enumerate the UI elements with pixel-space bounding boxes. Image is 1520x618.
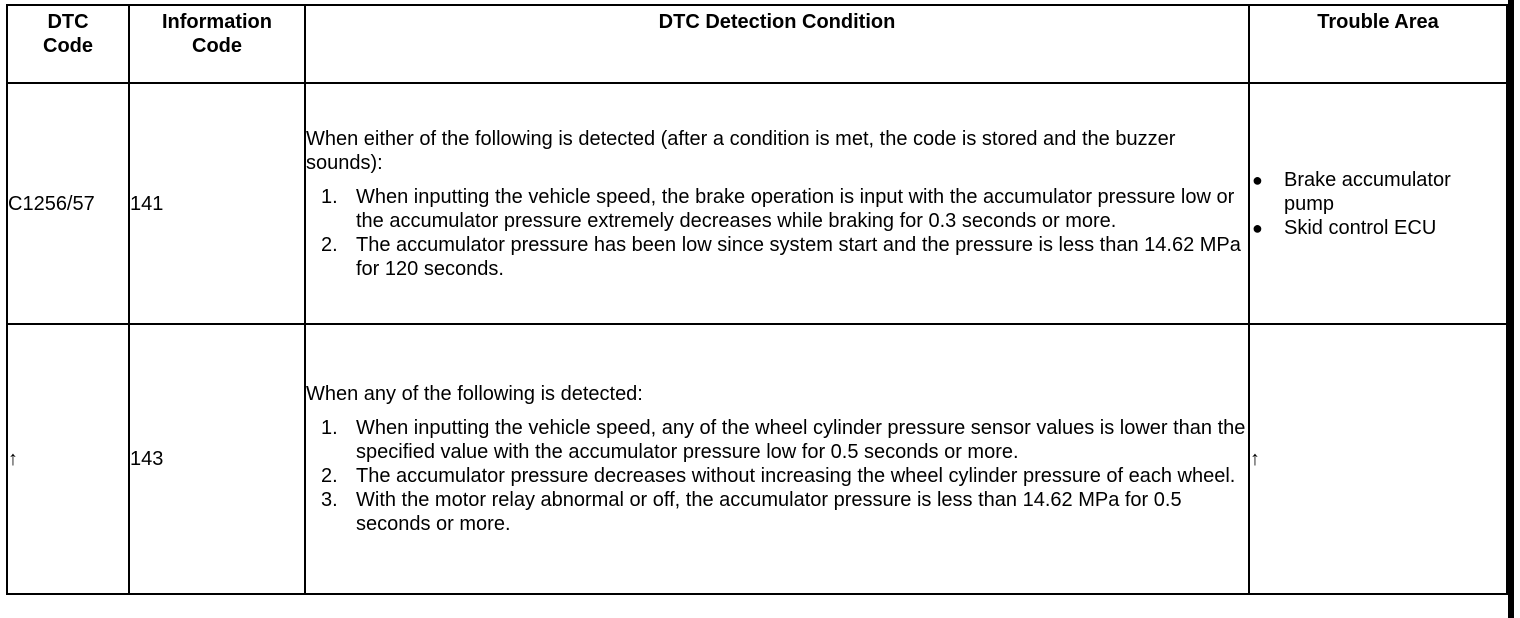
trouble-area-item [1250,216,1506,240]
step-text: When inputting the vehicle speed, any of the wheel cylinder pressure sensor values is lower than the specified value with the accumulator pressure low for 0.5 seconds or more. [356,417,1246,463]
header-information-code: Information Code [129,5,305,83]
condition-step [306,488,1248,536]
header-dtc-code: DTC Code [7,5,129,83]
step-text: With the motor relay abnormal or off, the accumulator pressure is less than 14.62 MPa for 0.5 seconds or more. [356,489,1182,535]
condition-steps [306,416,1248,536]
trouble-area-text: Skid control ECU [1284,216,1437,239]
table-row [7,83,1507,324]
condition-step [306,464,1248,488]
dtc-code-cell [7,324,129,594]
bullet-icon: ● [1252,169,1263,190]
header-trouble-area: Trouble Area [1249,5,1507,83]
dtc-code-cell: C1256/57 [7,83,129,324]
trouble-area-list [1250,168,1506,240]
table-row [7,324,1507,594]
information-code-cell: 143 [129,324,305,594]
condition-step [306,416,1248,464]
condition-steps [306,185,1248,281]
header-detection-condition: DTC Detection Condition [305,5,1249,83]
step-number: 1. [321,417,338,439]
step-number: 3. [321,489,338,511]
right-border-bar [1508,0,1514,618]
same-as-above-arrow-icon: ↑ [8,448,18,470]
header-row [7,5,1507,83]
bullet-icon: ● [1252,217,1263,238]
condition-intro: When either of the following is detected (after a condition is met, the code is stored and the buzzer sounds): [306,127,1176,174]
trouble-area-cell [1249,83,1507,324]
detection-condition-cell [305,324,1249,594]
step-text: The accumulator pressure has been low since system start and the pressure is less than 14.62 MPa for 120 seconds. [356,233,1241,280]
condition-step [306,185,1248,233]
condition-step [306,233,1248,281]
dtc-table [6,4,1508,595]
trouble-area-text: Brake accumulator pump [1284,168,1451,215]
detection-condition-cell [305,83,1249,324]
trouble-area-cell [1249,324,1507,594]
same-as-above-arrow-icon: ↑ [1250,448,1260,470]
step-number: 1. [321,185,338,208]
information-code-cell: 141 [129,83,305,324]
step-number: 2. [321,233,338,256]
step-text: When inputting the vehicle speed, the brake operation is input with the accumulator pressure low or the accumulator pressure extremely decreases while braking for 0.3 seconds or more. [356,185,1235,232]
step-text: The accumulator pressure decreases without increasing the wheel cylinder pressure of each wheel. [356,465,1236,487]
trouble-area-item [1250,168,1506,216]
step-number: 2. [321,465,338,487]
condition-intro: When any of the following is detected: [306,383,643,405]
